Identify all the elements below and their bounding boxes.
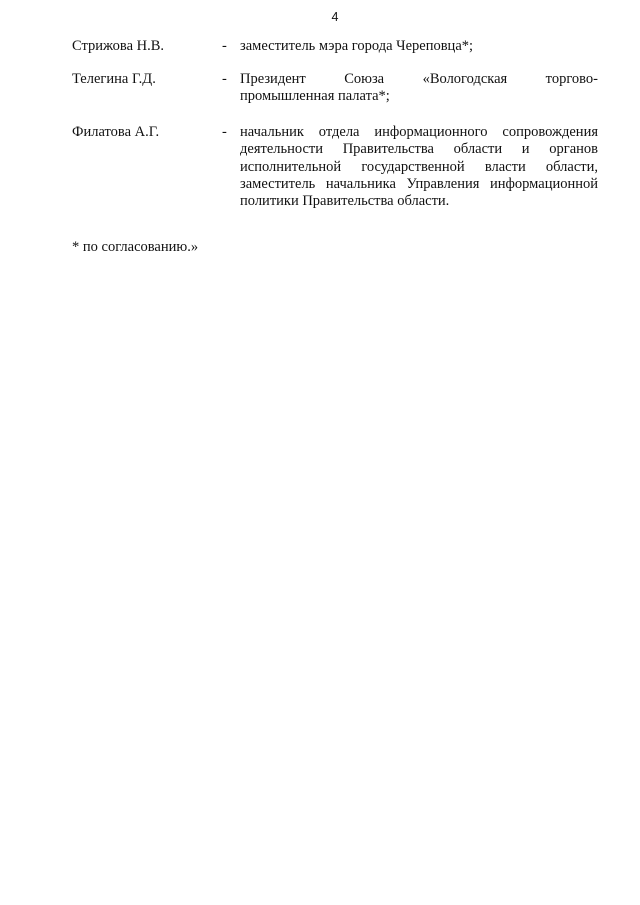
position-line: деятельности Правительства области и органов xyxy=(240,141,598,158)
page-number: 4 xyxy=(331,10,339,24)
member-position xyxy=(240,71,598,106)
member-name: Филатова А.Г. xyxy=(72,124,160,140)
position-line: заместитель начальника Управления информационной xyxy=(240,175,598,192)
position-line: промышленная палата*; xyxy=(240,88,390,105)
position-line: начальник отдела информационного сопровождения xyxy=(240,124,598,140)
member-position xyxy=(240,38,598,55)
footnote: * по согласованию.» xyxy=(72,239,199,255)
member-name: Стрижова Н.В. xyxy=(72,38,165,54)
position-line: Президент Союза «Вологодская торгово- xyxy=(240,71,598,87)
position-line: исполнительной государственной власти области, xyxy=(240,158,598,175)
member-name: Телегина Г.Д. xyxy=(72,71,156,87)
position-line: политики Правительства области. xyxy=(240,193,450,210)
dash-separator: - xyxy=(222,124,227,140)
position-line: заместитель мэра города Череповца*; xyxy=(240,38,474,54)
dash-separator: - xyxy=(222,71,227,87)
member-position xyxy=(240,124,598,210)
dash-separator: - xyxy=(222,38,227,54)
